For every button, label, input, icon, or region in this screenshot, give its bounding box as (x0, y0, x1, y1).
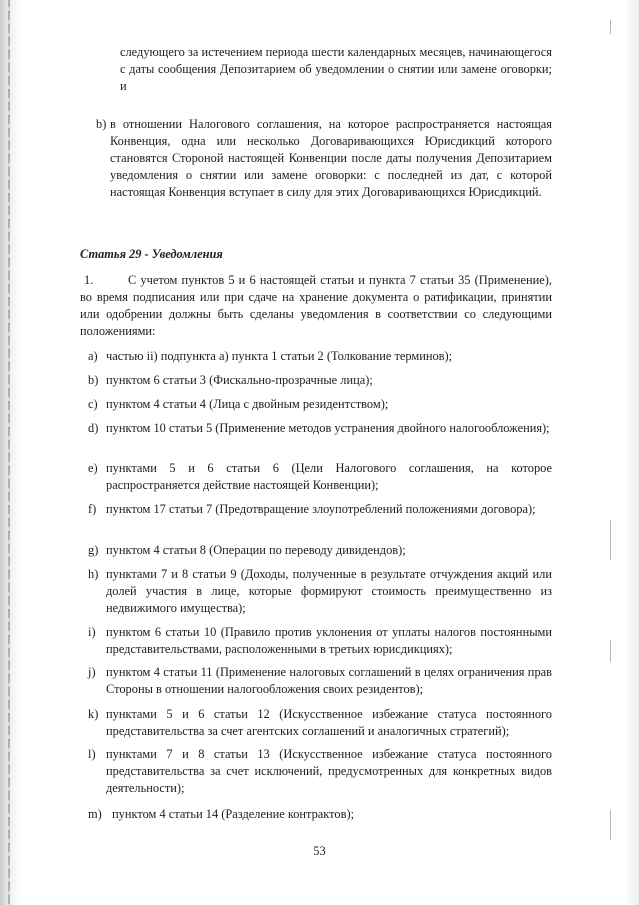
list-item (88, 348, 552, 365)
list-item-label: e) (88, 461, 98, 475)
list-item-text: пунктом 10 статьи 5 (Применение методов устранения двойного налогообложения); (106, 421, 550, 435)
list-item-label: d) (88, 421, 99, 435)
list-item-text: пунктами 7 и 8 статьи 9 (Доходы, полученные в результате отчуждения акций или долей участия в лице, которые формируют стоимость преимущественно из недвижимого имущества); (106, 567, 552, 615)
list-item (88, 542, 552, 559)
list-item-label: i) (88, 625, 96, 639)
page-number: 53 (313, 844, 326, 858)
list-item (88, 372, 552, 389)
list-item (88, 624, 552, 658)
list-item (88, 664, 552, 698)
list-item-text: пунктом 17 статьи 7 (Предотвращение злоупотреблений положениями договора); (106, 502, 536, 516)
sub-item-text: в отношении Налогового соглашения, на которое распространяется настоящая Конвенция, одна или несколько Договаривающихся Юрисдикций которого становятся Стороной настоящей Конвенции после даты получения Депозитарием уведомления о снятии или замене оговорки: с последней из дат, с которой настоящая Конвенция вступает в силу для этих Договаривающихся Юрисдикций. (110, 117, 552, 199)
list-item-label: g) (88, 543, 99, 557)
list-item-text: пунктом 6 статьи 10 (Правило против уклонения от уплаты налогов постоянными представительствами, расположенными в третьих юрисдикциях); (106, 625, 552, 656)
list-item (88, 706, 552, 740)
list-item (88, 566, 552, 617)
list-item-text: пунктом 4 статьи 4 (Лица с двойным резидентством); (106, 397, 389, 411)
list-item-label: m) (88, 807, 102, 821)
list-item (88, 420, 552, 437)
list-item-text: частью ii) подпункта a) пункта 1 статьи 2 (Толкование терминов); (106, 349, 453, 363)
list-item-text: пунктом 6 статьи 3 (Фискально-прозрачные лица); (106, 373, 373, 387)
list-item (88, 396, 552, 413)
list-item (88, 806, 552, 823)
paragraph-text: С учетом пунктов 5 и 6 настоящей статьи и пункта 7 статьи 35 (Применение), во время подписания или при сдаче на хранение документа о ратификации, принятии или одобрении должны быть сделаны уведомления в соответствии со следующими положениями: (80, 273, 552, 338)
list-item (88, 501, 552, 518)
list-item-text: пунктами 5 и 6 статьи 6 (Цели Налогового соглашения, на которое распространяется действие настоящей Конвенции); (106, 461, 552, 492)
list-item-label: a) (88, 349, 98, 363)
list-item-text: пунктом 4 статьи 8 (Операции по переводу дивидендов); (106, 543, 406, 557)
list-item-text: пунктом 4 статьи 14 (Разделение контрактов); (112, 807, 355, 821)
paragraph-number: 1. (84, 273, 94, 287)
article-heading: Статья 29 - Уведомления (80, 247, 223, 261)
paragraph-1 (80, 272, 552, 340)
list-item-text: пунктами 5 и 6 статьи 12 (Искусственное избежание статуса постоянного представительства за счет агентских соглашений и аналогичных стратегий); (106, 707, 552, 738)
list-item-label: l) (88, 747, 96, 761)
continuation-paragraph: следующего за истечением периода шести календарных месяцев, начинающегося с даты сообщения Депозитарием об уведомлении о снятии или замене оговорки; и (120, 45, 552, 93)
list-item-text: пунктами 7 и 8 статьи 13 (Искусственное избежание статуса постоянного представительства за счет исключений, предусмотренных для конкретных видов деятельности); (106, 747, 552, 795)
list-item-label: b) (88, 373, 99, 387)
list-item-label: j) (88, 665, 96, 679)
list-item-label: f) (88, 502, 97, 516)
list-item-label: h) (88, 567, 99, 581)
list-item (88, 746, 552, 797)
sub-item-b (96, 116, 552, 201)
sub-item-label: b) (96, 117, 107, 131)
list-item (88, 460, 552, 494)
list-item-label: c) (88, 397, 98, 411)
list-item-text: пунктом 4 статьи 11 (Применение налоговых соглашений в целях ограничения прав Стороны в отношении налогообложения своих резидентов); (106, 665, 552, 696)
list-item-label: k) (88, 707, 99, 721)
